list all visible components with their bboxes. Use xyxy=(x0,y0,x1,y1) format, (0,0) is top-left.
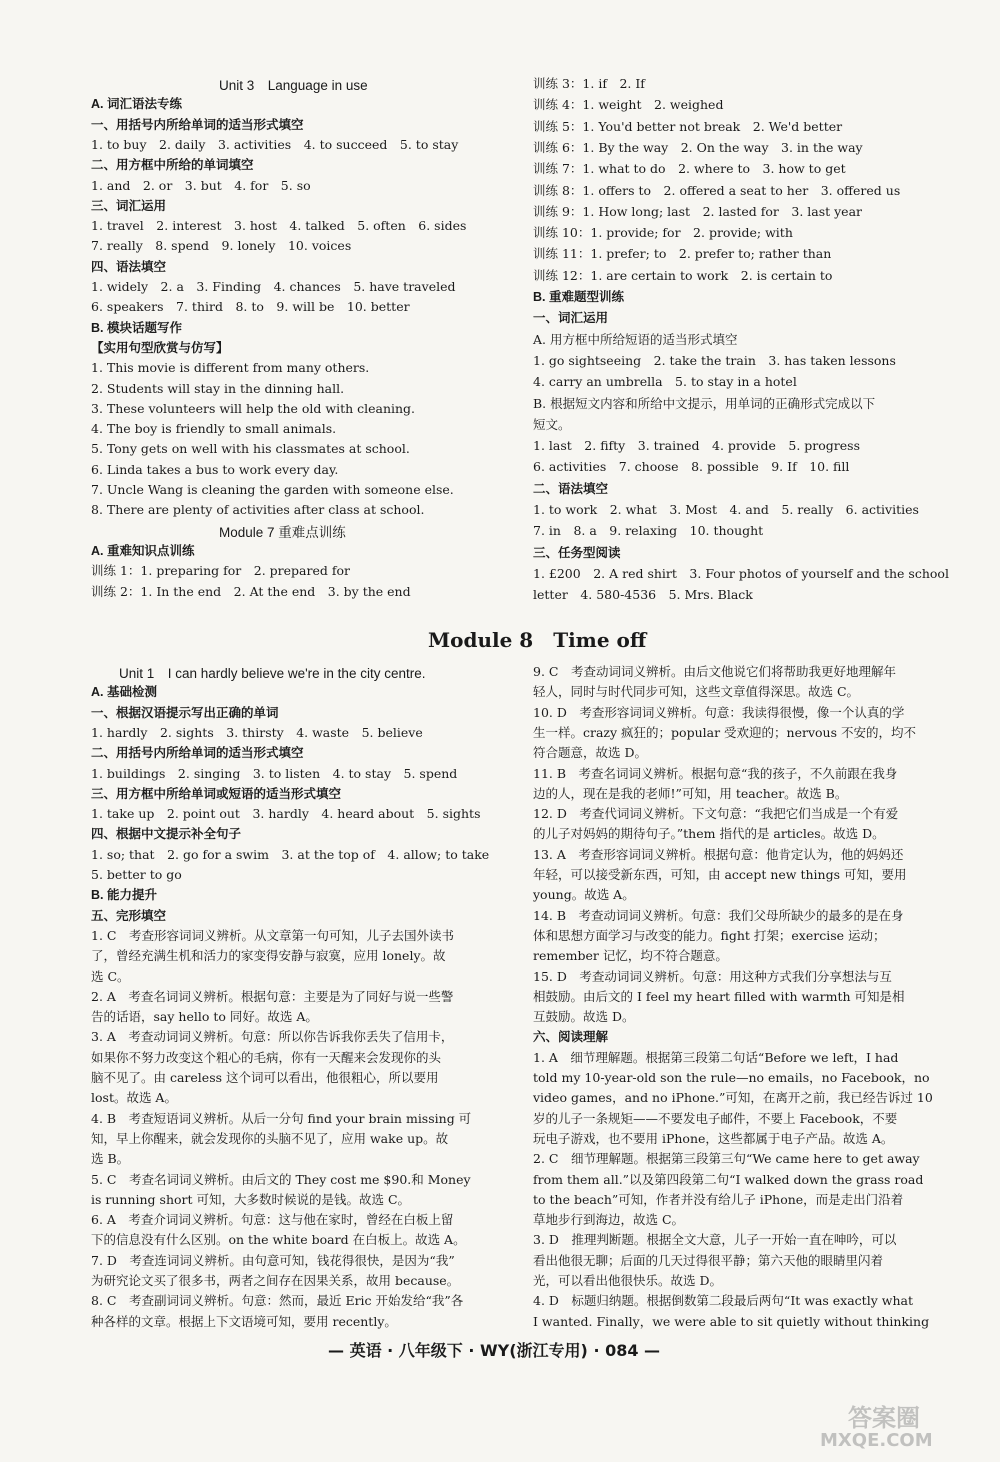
answer-line: 年轻，可以接受新东西，可知，由 accept new things 可知，要用 xyxy=(533,867,907,882)
section-heading: 六、阅读理解 xyxy=(533,1030,609,1045)
answer-line: 4. D 标题归纳题。根据倒数第二段最后两句“It was exactly what xyxy=(533,1293,913,1309)
answer-line: 7. Uncle Wang is cleaning the garden with someone else. xyxy=(91,482,454,497)
answer-line: 3. These volunteers will help the old with cleaning. xyxy=(91,400,416,416)
answer-line: 知，早上你醒来，就会发现你的头脑不见了，应用 wake up。故 xyxy=(91,1130,449,1146)
answer-line: young。故选 A。 xyxy=(533,887,635,903)
answer-line: A. 用方框中所给短语的适当形式填空 xyxy=(533,331,738,347)
module-title: Module 8 Time off xyxy=(428,628,647,652)
answer-line: to the beach”可知，作者并没有给儿子 iPhone，而是走出门沿着 xyxy=(533,1191,904,1207)
answer-line: 2. Students will stay in the dinning hall. xyxy=(91,380,345,396)
answer-line: from them all.”以及第四段第二句“I walked down the grass road xyxy=(533,1171,924,1187)
section-heading: A. 基础检测 xyxy=(91,685,157,700)
answer-line: 1. and 2. or 3. but 4. for 5. so xyxy=(91,177,311,193)
answer-line: 10. D 考查形容词词义辨析。句意：我读得很慢，像一个认真的学 xyxy=(533,704,905,720)
answer-line: is running short 可知，大多数时候说的是钱。故选 C。 xyxy=(91,1191,411,1207)
section-heading: 一、根据汉语提示写出正确的单词 xyxy=(91,705,279,720)
answer-line: 1. so; that 2. go for a swim 3. at the top of 4. allow; to take xyxy=(91,846,490,862)
section-heading: 四、语法填空 xyxy=(91,259,167,274)
answer-line: 选 B。 xyxy=(91,1151,130,1167)
answer-line: 7. really 8. spend 9. lonely 10. voices xyxy=(91,238,352,254)
answer-line: 训练 9：1. How long; last 2. lasted for 3. last year xyxy=(533,203,863,219)
answer-line: 1. A 细节理解题。根据第三段第二句话“Before we left，I had xyxy=(533,1049,899,1065)
section-heading: B. 能力提升 xyxy=(91,888,157,903)
section-heading: 三、用方框中所给单词或短语的适当形式填空 xyxy=(91,786,342,801)
section-heading: 二、语法填空 xyxy=(533,481,609,496)
answer-line: 1. take up 2. point out 3. hardly 4. heard about 5. sights xyxy=(91,806,481,822)
answer-line: 告的话语，say hello to 同好。故选 A。 xyxy=(91,1009,318,1025)
section-heading: 一、用括号内所给单词的适当形式填空 xyxy=(91,117,304,132)
answer-line: 1. This movie is different from many others. xyxy=(91,360,370,376)
answer-line: 1. hardly 2. sights 3. thirsty 4. waste 5. believe xyxy=(91,724,423,740)
answer-line: I wanted. Finally，we were able to sit quietly without thinking xyxy=(533,1313,930,1329)
answer-line: 7. D 考查连词词义辨析。由句意可知，钱花得很快，是因为“我” xyxy=(91,1252,455,1268)
section-heading: 三、词汇运用 xyxy=(91,198,167,213)
answer-line: 训练 12：1. are certain to work 2. is certain to xyxy=(533,267,833,283)
section-title: Module 7 重难点训练 xyxy=(219,524,346,540)
answer-line: 4. The boy is friendly to small animals. xyxy=(91,421,337,437)
answer-line: 训练 3：1. if 2. If xyxy=(533,76,645,91)
answer-line: letter 4. 580-4536 5. Mrs. Black xyxy=(533,587,753,603)
watermark-url: MXQE.COM xyxy=(820,1430,933,1451)
answer-line: 训练 4：1. weight 2. weighed xyxy=(533,97,724,113)
section-heading: 二、用方框中所给的单词填空 xyxy=(91,158,254,173)
watermark-logo: 答案圈 xyxy=(848,1404,920,1432)
answer-line: 训练 2：1. In the end 2. At the end 3. by the end xyxy=(91,583,411,599)
answer-line: B. 根据短文内容和所给中文提示，用单词的正确形式完成以下 xyxy=(533,395,876,411)
answer-line: 1. £200 2. A red shirt 3. Four photos of yourself and the school xyxy=(533,565,949,581)
answer-line: 训练 10：1. provide; for 2. provide; with xyxy=(533,225,793,241)
answer-line: 6. speakers 7. third 8. to 9. will be 10. better xyxy=(91,299,410,315)
answer-line: 6. Linda takes a bus to work every day. xyxy=(91,461,339,477)
answer-line: 15. D 考查动词词义辨析。句意：用这种方式我们分享想法与互 xyxy=(533,968,892,984)
section-heading: A. 词汇语法专练 xyxy=(91,97,182,112)
section-heading: B. 模块话题写作 xyxy=(91,320,182,335)
answer-line: 1. widely 2. a 3. Finding 4. chances 5. have traveled xyxy=(91,279,456,294)
answer-line: 看出他很无聊；后面的几天过得很平静；第六天他的眼睛里闪着 xyxy=(533,1252,884,1268)
answer-line: 训练 7：1. what to do 2. where to 3. how to get xyxy=(533,161,846,177)
answer-line: 5. better to go xyxy=(91,867,182,882)
answer-line: 5. C 考查名词词义辨析。由后文的 They cost me $90.和 Money xyxy=(91,1171,471,1187)
answer-line: 7. in 8. a 9. relaxing 10. thought xyxy=(533,523,764,539)
answer-line: 短文。 xyxy=(533,416,571,432)
answer-line: 边的人，现在是我的老师!”可知，用 teacher。故选 B。 xyxy=(533,785,848,801)
answer-line: 互鼓励。故选 D。 xyxy=(533,1009,635,1025)
answer-line: 选 C。 xyxy=(91,968,130,984)
answer-line: 6. activities 7. choose 8. possible 9. If 10. fill xyxy=(533,459,850,475)
answer-line: remember 记忆，均不符合题意。 xyxy=(533,948,728,964)
section-heading: B. 重难题型训练 xyxy=(533,290,624,304)
answer-line: 2. A 考查名词词义辨析。根据句意：主要是为了同好与说一些警 xyxy=(91,988,454,1004)
section-heading: 三、任务型阅读 xyxy=(533,545,621,560)
answer-line: 4. B 考查短语词义辨析。从后一分句 find your brain missing 可 xyxy=(91,1110,472,1126)
answer-line: 玩电子游戏，也不要用 iPhone，这些都属于电子产品。故选 A。 xyxy=(533,1130,894,1146)
answer-line: 8. C 考查副词词义辨析。句意：然而，最近 Eric 开始发给“我”各 xyxy=(91,1293,464,1309)
answer-line: 训练 5：1. You'd better not break 2. We'd better xyxy=(533,118,843,134)
section-heading: 一、词汇运用 xyxy=(533,311,609,326)
answer-line: 相鼓励。由后文的 I feel my heart filled with warmth 可知是相 xyxy=(533,988,905,1004)
answer-line: 如果你不努力改变这个粗心的毛病，你有一天醒来会发现你的头 xyxy=(91,1049,442,1065)
answer-line: 11. B 考查名词词义辨析。根据句意“我的孩子，不久前跟在我身 xyxy=(533,765,898,781)
answer-line: 6. A 考查介词词义辨析。句意：这与他在家时，曾经在白板上留 xyxy=(91,1212,454,1228)
answer-line: 岁的儿子一条规矩——不要发电子邮件，不要上 Facebook，不要 xyxy=(533,1110,898,1126)
answer-line: 9. C 考查动词词义辨析。由后文他说它们将帮助我更好地理解年 xyxy=(533,664,896,679)
answer-line: 5. Tony gets on well with his classmates at school. xyxy=(91,441,410,457)
section-title: Unit 3 Language in use xyxy=(219,78,368,93)
answer-line: 14. B 考查动词词义辨析。句意：我们父母所缺少的最多的是在身 xyxy=(533,907,904,923)
answer-line: told my 10-year-old son the rule—no emails，no Facebook，no xyxy=(533,1070,930,1085)
answer-line: 训练 8：1. offers to 2. offered a seat to her 3. offered us xyxy=(533,182,901,198)
answer-line: 1. C 考查形容词词义辨析。从文章第一句可知，儿子去国外读书 xyxy=(91,927,454,943)
section-heading: 五、完形填空 xyxy=(91,908,167,923)
answer-line: 为研究论文买了很多书，两者之间存在因果关系，故用 because。 xyxy=(91,1273,460,1288)
page-footer: — 英语 · 八年级下 · WY(浙江专用) · 084 — xyxy=(328,1341,661,1360)
answer-line: 1. go sightseeing 2. take the train 3. has taken lessons xyxy=(533,352,896,368)
answer-line: 2. C 细节理解题。根据第三段第三句“We came here to get away xyxy=(533,1151,920,1167)
answer-line: 训练 1：1. preparing for 2. prepared for xyxy=(91,563,350,579)
answer-line: 3. D 推理判断题。根据全文大意，儿子一开始一直在呻吟，可以 xyxy=(533,1232,897,1248)
answer-line: 下的信息没有什么区别。on the white board 在白板上。故选 A。 xyxy=(91,1232,466,1248)
answer-line: 1. last 2. fifty 3. trained 4. provide 5. progress xyxy=(533,438,861,454)
answer-line: 了，曾经充满生机和活力的家变得安静与寂寞，应用 lonely。故 xyxy=(91,948,446,964)
answer-line: 3. A 考查动词词义辨析。句意：所以你告诉我你丢失了信用卡， xyxy=(91,1029,454,1045)
answer-line: 12. D 考查代词词义辨析。下文句意：“我把它们当成是一个有爱 xyxy=(533,806,899,822)
answer-line: 符合题意，故选 D。 xyxy=(533,745,647,761)
answer-line: 训练 11：1. prefer; to 2. prefer to; rather than xyxy=(533,246,832,262)
answer-line: 光，可以看出他很快乐。故选 D。 xyxy=(533,1273,722,1288)
answer-line: 生一样。crazy 疯狂的；popular 受欢迎的；nervous 不安的，均不 xyxy=(533,724,916,740)
section-title: Unit 1 I can hardly believe we're in the city centre. xyxy=(119,666,426,681)
answer-line: video games，and no iPhone.”可知，在离开之前，我已经告诉过 10 xyxy=(533,1090,933,1106)
section-heading: 【实用句型欣赏与仿写】 xyxy=(91,340,229,355)
answer-line: 轻人，同时与时代同步可知，这些文章值得深思。故选 C。 xyxy=(533,684,860,700)
answer-line: 4. carry an umbrella 5. to stay in a hotel xyxy=(533,374,797,390)
answer-line: lost。故选 A。 xyxy=(91,1090,177,1106)
answer-line: 1. buildings 2. singing 3. to listen 4. to stay 5. spend xyxy=(91,765,458,781)
section-heading: A. 重难知识点训练 xyxy=(91,543,195,558)
answer-line: 1. to work 2. what 3. Most 4. and 5. really 6. activities xyxy=(533,502,919,517)
answer-line: 13. A 考查形容词词义辨析。根据句意：他肯定认为，他的妈妈还 xyxy=(533,846,904,862)
section-heading: 二、用括号内所给单词的适当形式填空 xyxy=(91,746,304,761)
answer-line: 的儿子对妈妈的期待句子。”them 指代的是 articles。故选 D。 xyxy=(533,826,885,842)
answer-line: 1. travel 2. interest 3. host 4. talked 5. often 6. sides xyxy=(91,218,467,234)
answer-line: 体和思想方面学习与改变的能力。fight 打架；exercise 运动； xyxy=(533,927,886,943)
answer-line: 训练 6：1. By the way 2. On the way 3. in the way xyxy=(533,139,863,155)
answer-line: 种各样的文章。根据上下文语境可知，要用 recently。 xyxy=(91,1313,397,1329)
answer-line: 脑不见了。由 careless 这个词可以看出，他很粗心，所以要用 xyxy=(91,1070,439,1085)
answer-line: 1. to buy 2. daily 3. activities 4. to succeed 5. to stay xyxy=(91,136,459,152)
answer-line: 草地步行到海边，故选 C。 xyxy=(533,1212,685,1228)
section-heading: 四、根据中文提示补全句子 xyxy=(91,827,242,842)
answer-line: 8. There are plenty of activities after class at school. xyxy=(91,502,425,518)
